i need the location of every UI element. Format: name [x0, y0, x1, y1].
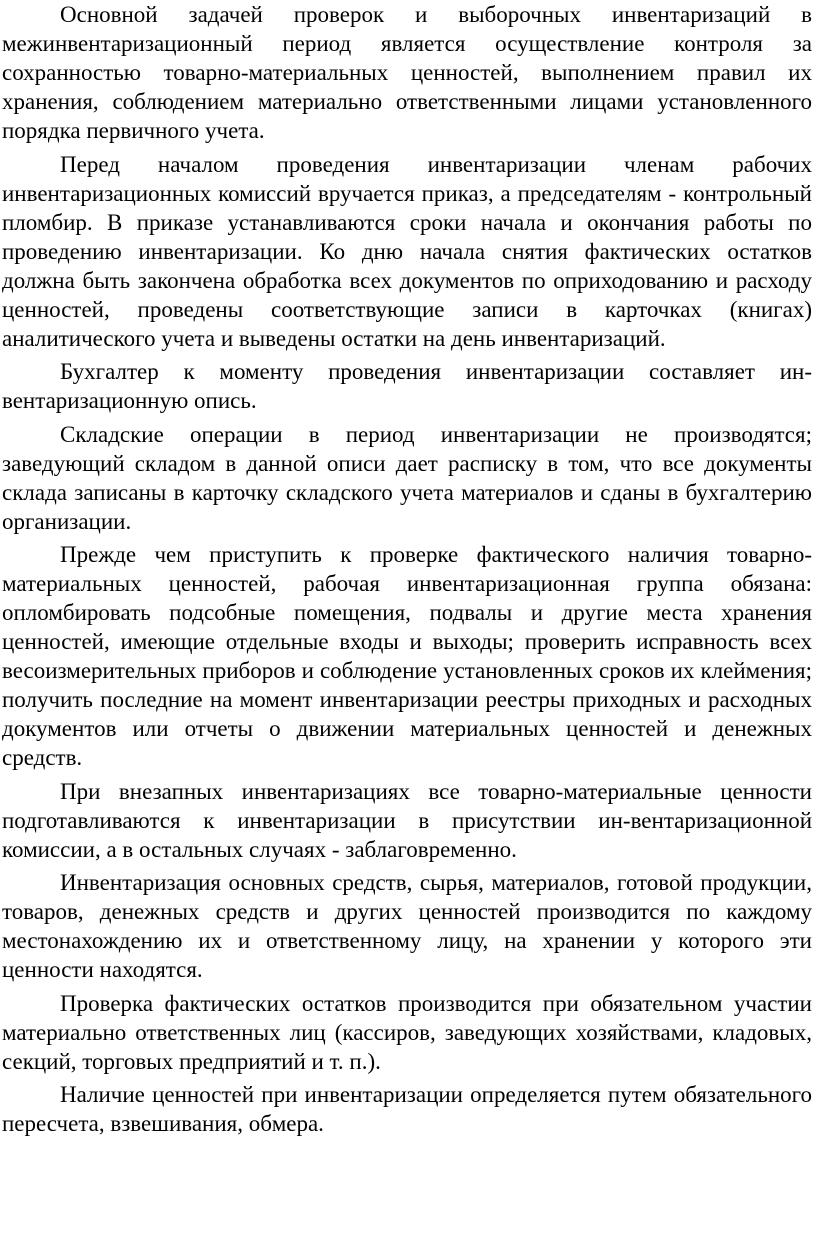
paragraph-accountant-inventory-list: Бухгалтер к моменту проведения инвентаризации составляет инвентаризационную опись. — [2, 359, 812, 413]
paragraph-warehouse-operations: Складские операции в период инвентаризации не производятся; заведующий складом в данной описи дает расписку в том, что все документы склада записаны в карточку складского учета материалов и сданы в бухгалтерию организации. — [2, 421, 812, 534]
paragraph-order-and-preparation: Перед началом проведения инвентаризации членам рабочих инвентаризационных комиссий вручается приказ, а председателям - контрольный пломбир. В приказе устанавливаются сроки начала и окончания работы по проведению инвентаризации. Ко дню начала снятия фактических остатков должна быть закончена обработка всех документов по оприходованию и расходу ценностей, проведены соответствующие записи в карточках (книгах) аналитического учета и выведены остатки на день инвентаризаций. — [2, 151, 812, 351]
paragraph-inventory-by-location: Инвентаризация основных средств, сырья, материалов, готовой продукции, товаров, денежных средств и других ценностей производится по каждому местонахождению их и ответственному лицу, на хранении у которого эти ценности находятся. — [2, 870, 812, 982]
paragraph-responsible-persons: Проверка фактических остатков производится при обязательном участии материально ответственных лиц (кассиров, заведующих хозяйствами, кладовых, секций, торговых предприятий и т. п.). — [2, 990, 812, 1074]
paragraph-sudden-inventories: При внезапных инвентаризациях все товарно-материальные ценности подготавливаются к инвентаризации в присутствии ин-вентаризационной комиссии, а в остальных случаях - заблаговременно. — [2, 778, 812, 862]
paragraph-working-group-duties: Прежде чем приступить к проверке фактического наличия товарно-материальных ценностей, рабочая инвентаризационная группа обязана: опломбировать подсобные помещения, подвалы и другие места хранения ценностей, имеющие отдельные входы и выходы; проверить исправность всех весоизмерительных приборов и соблюдение установленных сроков их клеймения; получить последние на момент инвентаризации реестры приходных и расходных документов или отчеты о движении материальных ценностей и денежных средств. — [2, 542, 812, 770]
paragraph-control-purpose: Основной задачей проверок и выборочных инвентаризаций в межинвентаризационный период является осуществление контроля за сохранностью товарно-материальных ценностей, выполнением правил их хранения, соблюдением материально ответственными лицами установленного порядка первичного учета. — [2, 2, 812, 143]
paragraph-counting-methods: Наличие ценностей при инвентаризации определяется путем обязательного пересчета, взвешивания, обмера. — [2, 1082, 812, 1136]
